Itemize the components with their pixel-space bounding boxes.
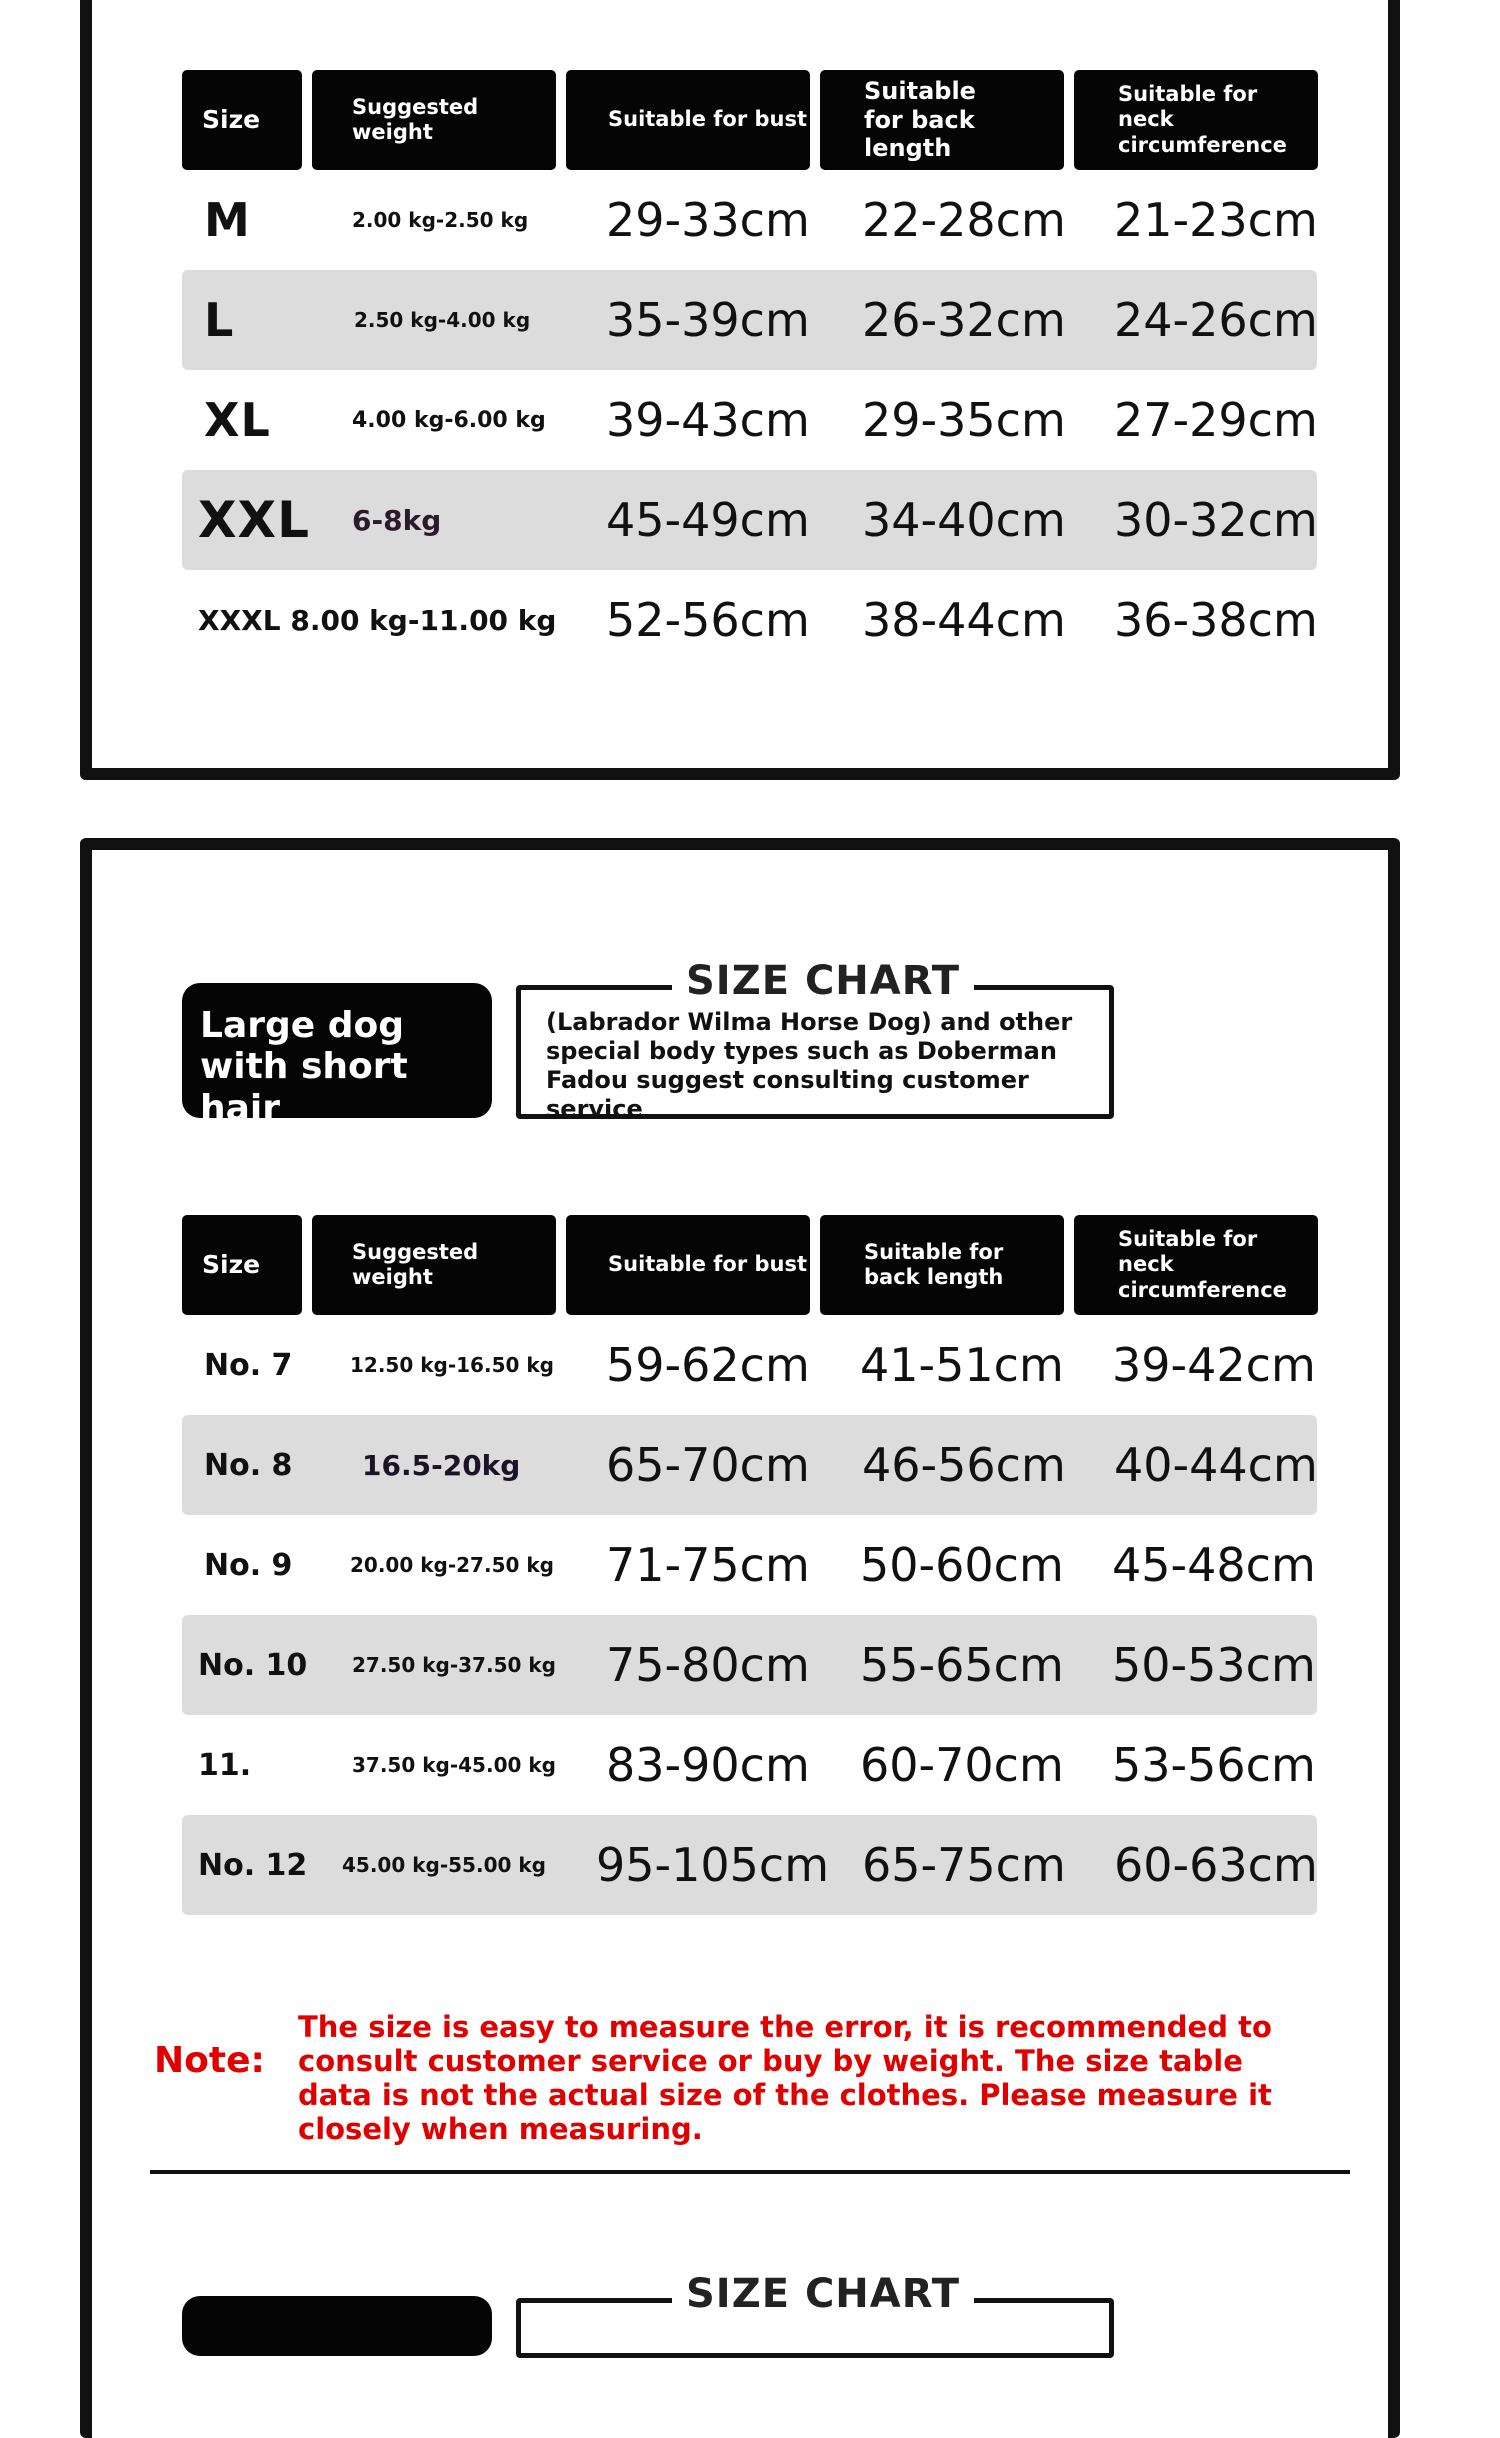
bust-value: 95-105cm [596, 1838, 830, 1892]
neck-value: 40-44cm [1114, 1438, 1318, 1492]
table-row [182, 1615, 1317, 1715]
size-label: No. 10 [198, 1647, 308, 1683]
bust-value: 71-75cm [606, 1538, 810, 1592]
weight-value: 20.00 kg-27.50 kg [350, 1553, 554, 1577]
back-value: 55-65cm [860, 1638, 1064, 1692]
neck-value: 36-38cm [1114, 593, 1318, 647]
size-label: M [204, 193, 251, 247]
header-neck: Suitable for neck circumference [1074, 70, 1318, 170]
weight-value: 6-8kg [352, 503, 442, 537]
back-value: 50-60cm [860, 1538, 1064, 1592]
next-section-tag [182, 2296, 492, 2356]
neck-value: 53-56cm [1112, 1738, 1316, 1792]
back-value: 26-32cm [862, 293, 1066, 347]
large-dog-tag: Large dog with short hair [182, 983, 492, 1118]
table-row [182, 270, 1317, 370]
size-label: L [204, 293, 235, 347]
size-chart-title: SIZE CHART [672, 958, 974, 1004]
weight-value: 2.50 kg-4.00 kg [354, 308, 531, 332]
table-row [182, 1315, 1317, 1415]
weight-value: 45.00 kg-55.00 kg [342, 1853, 546, 1877]
neck-value: 24-26cm [1114, 293, 1318, 347]
table-row [182, 1515, 1317, 1615]
table-row [182, 1815, 1317, 1915]
weight-value: 2.00 kg-2.50 kg [352, 208, 529, 232]
neck-value: 39-42cm [1112, 1338, 1316, 1392]
neck-value: 27-29cm [1114, 393, 1318, 447]
bust-value: 83-90cm [606, 1738, 810, 1792]
header-bust: Suitable for bust [566, 70, 810, 170]
table-row [182, 1415, 1317, 1515]
section-divider [150, 2170, 1350, 2174]
table-row [182, 170, 1317, 270]
neck-value: 21-23cm [1114, 193, 1318, 247]
back-value: 60-70cm [860, 1738, 1064, 1792]
bust-value: 75-80cm [606, 1638, 810, 1692]
back-value: 38-44cm [862, 593, 1066, 647]
back-value: 46-56cm [862, 1438, 1066, 1492]
bust-value: 35-39cm [606, 293, 810, 347]
bust-value: 29-33cm [606, 193, 810, 247]
size-label: XXL [198, 491, 310, 549]
header-back: Suitable for back length [820, 1215, 1064, 1315]
next-size-chart-title: SIZE CHART [672, 2271, 974, 2317]
weight-value: 27.50 kg-37.50 kg [352, 1653, 556, 1677]
weight-value: 12.50 kg-16.50 kg [350, 1353, 554, 1377]
back-value: 22-28cm [862, 193, 1066, 247]
table-row [182, 470, 1317, 570]
weight-value: 4.00 kg-6.00 kg [352, 407, 546, 433]
bust-value: 52-56cm [606, 593, 810, 647]
size-label: No. 12 [198, 1847, 308, 1883]
table-row [182, 1715, 1317, 1815]
header-size: Size [182, 70, 302, 170]
size-label: No. 9 [204, 1547, 293, 1583]
neck-value: 60-63cm [1114, 1838, 1318, 1892]
neck-value: 50-53cm [1112, 1638, 1316, 1692]
bust-value: 39-43cm [606, 393, 810, 447]
weight-value: 16.5-20kg [362, 1448, 521, 1482]
bust-value: 45-49cm [606, 493, 810, 547]
size-label: No. 8 [204, 1447, 293, 1483]
bust-value: 65-70cm [606, 1438, 810, 1492]
back-value: 65-75cm [862, 1838, 1066, 1892]
back-value: 41-51cm [860, 1338, 1064, 1392]
weight-value: 37.50 kg-45.00 kg [352, 1753, 556, 1777]
back-value: 29-35cm [862, 393, 1066, 447]
neck-value: 45-48cm [1112, 1538, 1316, 1592]
header-weight: Suggested weight [312, 70, 556, 170]
header-weight: Suggested weight [312, 1215, 556, 1315]
note-text: The size is easy to measure the error, it is recommended to consult customer service or buy by weight. The size table data is not the actual size of the clothes. Please measure it closely when measuring. [298, 2010, 1272, 2146]
size-label: XL [204, 393, 271, 447]
table-row [182, 370, 1317, 470]
neck-value: 30-32cm [1114, 493, 1318, 547]
header-bust: Suitable for bust [566, 1215, 810, 1315]
note-label: Note: [154, 2040, 265, 2081]
header-back: Suitable for back length [820, 70, 1064, 170]
header-size: Size [182, 1215, 302, 1315]
back-value: 34-40cm [862, 493, 1066, 547]
size-chart-description: (Labrador Wilma Horse Dog) and other special body types such as Doberman Fadou suggest consulting customer service [546, 1008, 1073, 1123]
table-row [182, 570, 1317, 670]
size-label: No. 7 [204, 1347, 293, 1383]
bust-value: 59-62cm [606, 1338, 810, 1392]
size-label: XXXL 8.00 kg-11.00 kg [198, 603, 557, 637]
size-label: 11. [198, 1747, 252, 1783]
header-neck: Suitable for neck circumference [1074, 1215, 1318, 1315]
